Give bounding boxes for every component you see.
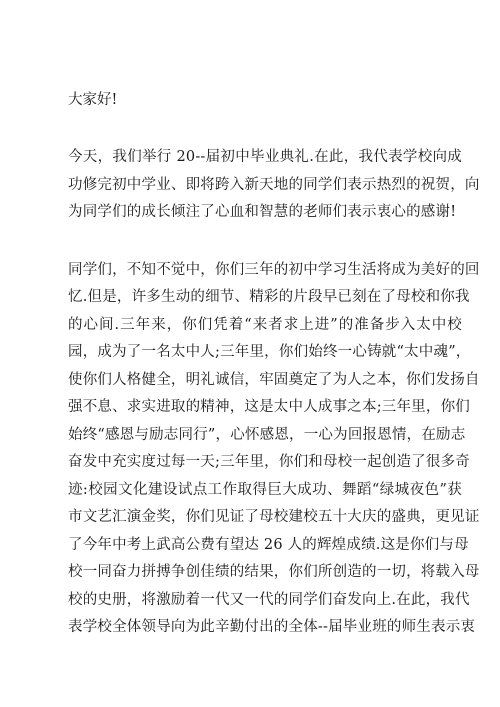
paragraph-line: 同学们，不知不觉中，你们三年的初中学习生活将成为美好的回 xyxy=(68,261,480,278)
paragraph-line: 校的史册，将激励着一代又一代的同学们奋发向上.在此，我代 xyxy=(68,591,470,608)
paragraph-line: 校一同奋力拼搏争创佳绩的结果，你们所创造的一切，将载入母 xyxy=(68,564,480,580)
paragraph-2 xyxy=(68,257,480,642)
paragraph-line: 表学校全体领导向为此辛勤付出的全体--届毕业班的师生表示衷 xyxy=(68,619,476,635)
paragraph-line: 今天，我们举行 20--届初中毕业典礼.在此，我代表学校向成 xyxy=(68,149,462,165)
paragraph-line: 为同学们的成长倾注了心血和智慧的老师们表示衷心的感谢! xyxy=(68,204,457,220)
paragraph-line: 的心间.三年来，你们凭着“来者求上进”的准备步入太中校 xyxy=(68,316,462,333)
paragraph-1 xyxy=(68,144,480,227)
paragraph-line: 迹:校园文化建设试点工作取得巨大成功、舞蹈“绿城夜色”获 xyxy=(68,481,462,498)
paragraph-line: 市文艺汇演金奖，你们见证了母校建校五十大庆的盛典，更见证 xyxy=(68,509,480,525)
greeting: 大家好! xyxy=(68,92,118,108)
paragraph-line: 强不息、求实进取的精神，这是太中人成事之本;三年里，你们 xyxy=(68,399,470,415)
paragraph-line: 园，成为了一名太中人;三年里，你们始终一心铸就“太中魂”， xyxy=(68,344,471,360)
paragraph-line: 忆.但是，许多生动的细节、精彩的片段早已刻在了母校和你我 xyxy=(68,289,470,305)
paragraph-line: 功修完初中学业、即将跨入新天地的同学们表示热烈的祝贺，向 xyxy=(68,176,480,193)
paragraph-line: 奋发中充实度过每一天;三年里，你们和母校一起创造了很多奇 xyxy=(68,454,470,470)
paragraph-line: 了今年中考上武高公费有望达 26 人的辉煌成绩.这是你们与母 xyxy=(68,536,469,553)
paragraph-line: 使你们人格健全，明礼诚信，牢固奠定了为人之本，你们发扬自 xyxy=(68,371,480,388)
paragraph-line: 始终“感恩与励志同行”，心怀感恩，一心为回报恩情，在励志 xyxy=(68,426,466,443)
